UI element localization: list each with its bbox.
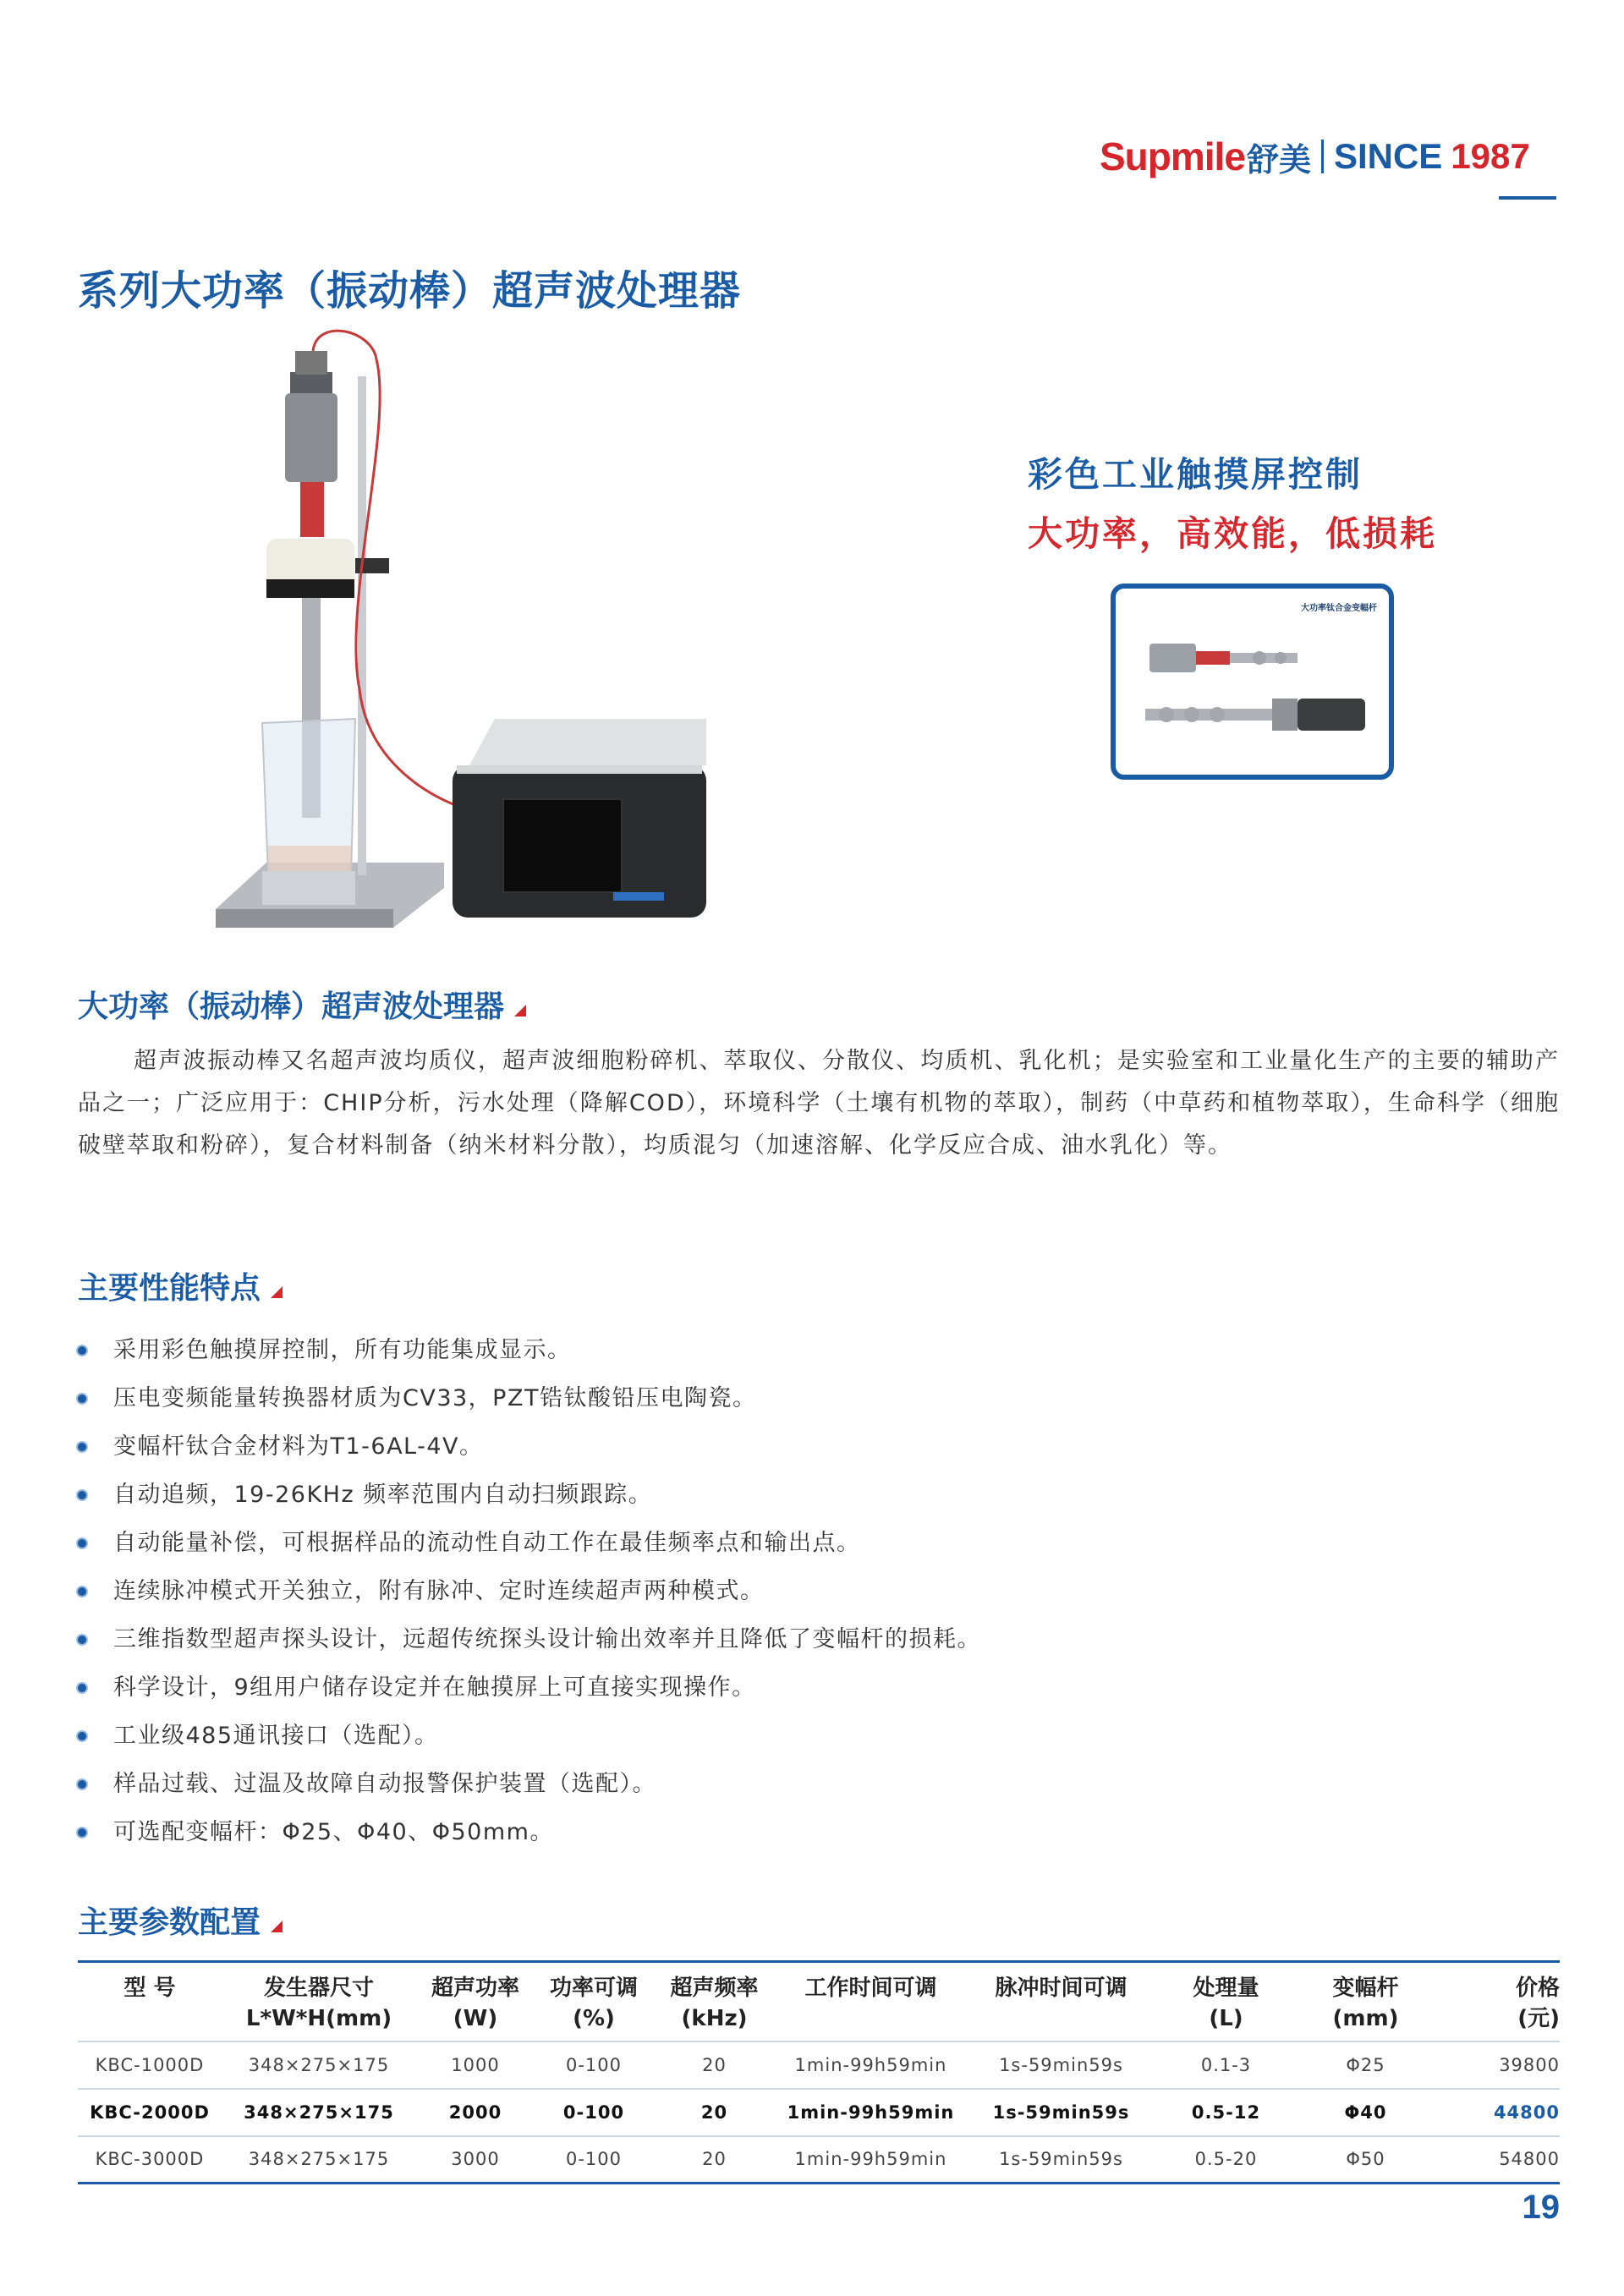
feature-item: 变幅杆钛合金材料为T1-6AL-4V。 — [78, 1422, 1516, 1471]
header-cell: 脉冲时间可调 — [995, 1975, 1127, 2001]
red-corner-icon — [271, 1286, 283, 1298]
table-cell: 348×275×175 — [248, 2054, 390, 2075]
horn-inset-image — [1116, 589, 1389, 775]
table-row — [78, 2136, 1560, 2184]
feature-item: 采用彩色触摸屏控制，所有功能集成显示。 — [78, 1326, 1516, 1374]
header-cell: 超声频率 (kHz) — [670, 1975, 759, 2031]
table-header-row — [78, 1962, 1560, 2041]
table-cell: 1s-59min59s — [992, 2101, 1130, 2123]
table-cell: 54800 — [1499, 2149, 1560, 2170]
red-corner-icon — [271, 1921, 283, 1932]
table-cell: 20 — [702, 2149, 727, 2170]
feature-item: 科学设计，9组用户储存设定并在触摸屏上可直接实现操作。 — [78, 1663, 1516, 1712]
section-heading-intro-text: 大功率（振动棒）超声波处理器 — [78, 989, 505, 1024]
table-cell: 20 — [702, 2054, 727, 2075]
header-rule — [1499, 196, 1556, 200]
feature-item: 连续脉冲模式开关独立，附有脉冲、定时连续超声两种模式。 — [78, 1567, 1516, 1615]
table-cell: 0.5-12 — [1191, 2101, 1261, 2123]
tagline-performance: 大功率，高效能，低损耗 — [1028, 513, 1437, 554]
header-cell: 工作时间可调 — [804, 1975, 937, 2001]
inset-label: 大功率钛合金变幅杆 — [1301, 604, 1377, 613]
feature-item: 工业级485通讯接口（选配）。 — [78, 1712, 1516, 1760]
feature-item: 三维指数型超声探头设计，远超传统探头设计输出效率并且降低了变幅杆的损耗。 — [78, 1615, 1516, 1663]
table-cell: 2000 — [448, 2101, 502, 2123]
table-cell: 44800 — [1493, 2101, 1560, 2123]
table-cell: 0.5-20 — [1194, 2149, 1258, 2170]
table-cell: Φ50 — [1346, 2149, 1385, 2170]
header-cell: 超声功率 (W) — [431, 1975, 519, 2031]
table-cell: 348×275×175 — [244, 2101, 394, 2123]
feature-item: 自动追频，19-26KHz 频率范围内自动扫频跟踪。 — [78, 1471, 1516, 1519]
table-cell: 1min-99h59min — [794, 2149, 947, 2170]
feature-item: 压电变频能量转换器材质为CV33，PZT锆钛酸铅压电陶瓷。 — [78, 1374, 1516, 1422]
table-cell: 0-100 — [565, 2054, 623, 2075]
table-cell: KBC-3000D — [95, 2149, 205, 2170]
table-cell: 0.1-3 — [1200, 2054, 1252, 2075]
feature-item: 自动能量补偿，可根据样品的流动性自动工作在最佳频率点和输出点。 — [78, 1519, 1516, 1567]
section-heading-features-text: 主要性能特点 — [78, 1271, 261, 1306]
table-cell: 20 — [700, 2101, 728, 2123]
logo-divider — [1321, 140, 1324, 173]
section-heading-params-text: 主要参数配置 — [78, 1905, 261, 1940]
header-cell: 型 号 — [123, 1975, 176, 2001]
brand-logo — [1100, 131, 1530, 182]
brand-name: Supmile — [1100, 134, 1245, 178]
header-cell: 变幅杆 (mm) — [1332, 1975, 1399, 2031]
table-row — [78, 2089, 1560, 2136]
table-cell: 1000 — [451, 2054, 500, 2075]
horn-inset-box — [1111, 584, 1394, 780]
header-cell: 价格 (元) — [1515, 1975, 1560, 2031]
tagline-touchscreen: 彩色工业触摸屏控制 — [1028, 454, 1363, 495]
table-cell: 1s-59min59s — [999, 2054, 1123, 2075]
params-table — [78, 1960, 1560, 2184]
header-cell: 发生器尺寸 L*W*H(mm) — [245, 1975, 392, 2031]
section-heading-features — [78, 1264, 283, 1307]
table-row — [78, 2041, 1560, 2089]
section-heading-params — [78, 1899, 283, 1942]
feature-item: 可选配变幅杆：Φ25、Φ40、Φ50mm。 — [78, 1808, 1516, 1856]
table-cell: Φ40 — [1344, 2101, 1387, 2123]
red-corner-icon — [514, 1005, 526, 1016]
header-cell: 功率可调 (%) — [549, 1975, 638, 2031]
table-cell: 39800 — [1499, 2054, 1560, 2075]
table-cell: KBC-2000D — [90, 2101, 210, 2123]
table-cell: 1min-99h59min — [787, 2101, 955, 2123]
table-cell: 0-100 — [562, 2101, 625, 2123]
table-cell: 1s-59min59s — [999, 2149, 1123, 2170]
since-label: SINCE — [1333, 136, 1443, 176]
table-cell: Φ25 — [1346, 2054, 1385, 2075]
feature-item: 样品过载、过温及故障自动报警保护装置（选配）。 — [78, 1760, 1516, 1808]
table-cell: 348×275×175 — [248, 2149, 390, 2170]
brand-name-cn: 舒美 — [1246, 140, 1311, 178]
table-cell: 1min-99h59min — [794, 2054, 947, 2075]
page-number: 19 — [1522, 2189, 1560, 2226]
section-heading-intro — [78, 983, 526, 1026]
since-year: 1987 — [1451, 136, 1530, 176]
intro-paragraph: 超声波振动棒又名超声波均质仪，超声波细胞粉碎机、萃取仪、分散仪、均质机、乳化机；是实验室和工业量化生产的主要的辅助产品之一；广泛应用于：CHIP分析，污水处理（降解COD），环境科学（土壤有机物的萃取），制药（中草药和植物萃取），生命科学（细胞破壁萃取和粉碎），复合材料制备（纳米材料分散），均质混匀（加速溶解、化学反应合成、油水乳化）等。 — [78, 1048, 1560, 1159]
table-cell: KBC-1000D — [95, 2054, 205, 2075]
product-image — [216, 326, 715, 939]
header-cell: 处理量 (L) — [1193, 1975, 1259, 2031]
table-cell: 3000 — [451, 2149, 500, 2170]
table-cell: 0-100 — [565, 2149, 623, 2170]
page-title: 系列大功率（振动棒）超声波处理器 — [78, 267, 742, 315]
features-list — [78, 1326, 1516, 1856]
